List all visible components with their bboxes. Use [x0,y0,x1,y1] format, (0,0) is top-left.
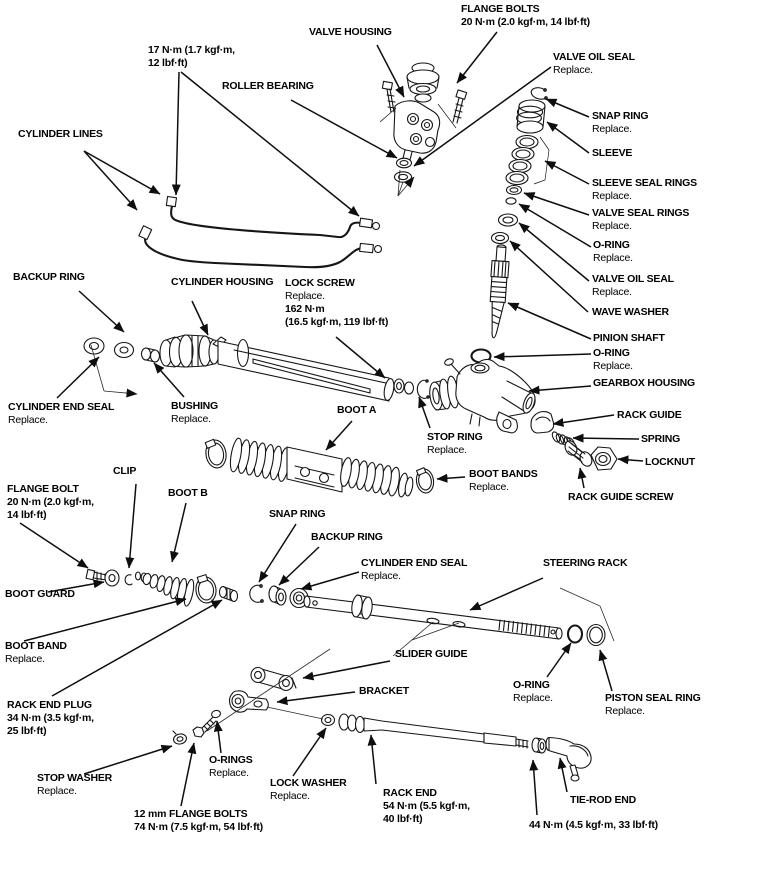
label-line: Replace. [270,790,310,802]
label-line: FLANGE BOLT [7,483,79,495]
label-line: CYLINDER LINES [18,128,103,140]
label-line: 34 N·m (3.5 kgf·m, [7,712,94,724]
cylinder-end-seal-left-drawing [84,338,104,354]
label-line: SNAP RING [269,508,326,520]
label-line: Replace. [361,570,401,582]
lock-screw-drawing [394,379,414,394]
rack-guide-drawing [531,412,554,433]
label-line: Replace. [171,413,211,425]
label-line: PISTON SEAL RING [605,692,701,704]
label-line: Replace. [553,64,593,76]
label-line: CYLINDER END SEAL [8,401,115,413]
label-line: SLEEVE [592,147,633,159]
label-line: ROLLER BEARING [222,80,314,92]
backup-ring-left-drawing [115,343,134,358]
label-line: VALVE OIL SEAL [553,51,635,63]
label-line: 54 N·m (5.5 kgf·m, [383,800,470,812]
boot-a-drawing [228,437,414,497]
tie-rod-end-drawing [546,738,591,782]
boot-guard-drawing [105,570,119,586]
label-line: 162 N·m [285,303,325,315]
label-line: Replace. [8,414,48,426]
label-line: 12 mm FLANGE BOLTS [134,808,248,820]
label-line: BOOT BAND [5,640,67,652]
label-line: PINION SHAFT [593,332,665,344]
label-line: Replace. [5,653,45,665]
label-line: 14 lbf·ft) [7,509,47,521]
label-line: CYLINDER END SEAL [361,557,468,569]
label-line: 20 N·m (2.0 kgf·m, [7,496,94,508]
cylinder-housing-drawing [160,335,395,401]
label-line: CYLINDER HOUSING [171,276,274,288]
label-line: WAVE WASHER [592,306,669,318]
label-line: Replace. [209,767,249,779]
label-line: TIE-ROD END [570,794,637,806]
lock-washer-drawing [322,715,335,726]
o-ring-3-drawing [568,626,582,643]
label-line: LOCKNUT [645,456,695,468]
label-line: STEERING RACK [543,557,628,569]
label-line: BUSHING [171,400,219,412]
label-line: 74 N·m (7.5 kgf·m, 54 lbf·ft) [134,821,263,833]
label-line: SLEEVE SEAL RINGS [592,177,697,189]
bracket-axis-line-2 [267,707,323,719]
gearbox-housing-drawing [428,358,537,433]
label-line: VALVE SEAL RINGS [592,207,690,219]
label-line: BRACKET [359,685,409,697]
label-line: Replace. [593,360,633,372]
roller-bearing-drawing [397,158,412,168]
label-line: 12 lbf·ft) [148,57,188,69]
label-line: SLIDER GUIDE [395,648,468,660]
boot-band-a-right-drawing [415,468,435,494]
label-line: BOOT BANDS [469,468,538,480]
label-line: Replace. [605,705,645,717]
rack-end-plug-drawing [220,587,238,602]
label-line: Replace. [37,785,77,797]
rack-guide-screw-drawing [563,439,594,468]
label-line: RACK GUIDE [617,409,682,421]
clip-drawing [125,575,132,585]
label-line: Replace. [592,286,632,298]
label-line: Replace. [592,123,632,135]
stop-ring-drawing [417,380,429,399]
label-line: RACK GUIDE SCREW [568,491,674,503]
boot-band-a-left-drawing [204,439,228,470]
label-line: RACK END [383,787,437,799]
bracket-axis-line [207,649,330,731]
valve-oil-seal-a-drawing [395,172,412,182]
label-line: 20 N·m (2.0 kgf·m, 14 lbf·ft) [461,16,590,28]
label-line: BOOT GUARD [5,588,75,600]
label-line: GEARBOX HOUSING [593,377,696,389]
locknut-drawing [591,447,617,470]
label-line: O-RINGS [209,754,253,766]
cylinder-lines-drawing [139,196,382,267]
label-line: Replace. [285,290,325,302]
label-line: Replace. [592,220,632,232]
label-line: BACKUP RING [13,271,85,283]
piston-seal-ring-drawing [587,625,605,646]
label-line: Replace. [427,444,467,456]
label-line: RACK END PLUG [7,699,92,711]
label-line: LOCK SCREW [285,277,355,289]
label-line: FLANGE BOLTS [461,3,540,15]
label-line: O-RING [593,239,630,251]
stop-washer-drawing [173,731,188,745]
valve-housing-drawing [380,63,467,160]
label-line: O-RING [513,679,550,691]
label-line: O-RING [593,347,630,359]
label-line: BACKUP RING [311,531,383,543]
snap-ring-2-drawing [250,585,264,603]
backup-ring-2-drawing [269,586,286,605]
label-line: STOP WASHER [37,772,113,784]
label-line: Replace. [593,252,633,264]
pinion-shaft-drawing [487,244,510,338]
flange-bolt-left-drawing [86,569,106,580]
label-line: SNAP RING [592,110,649,122]
boot-band-b-drawing [195,575,218,605]
rack-end-drawing [339,714,528,748]
label-line: 40 lbf·ft) [383,813,423,825]
label-line: CLIP [113,465,137,477]
boot-b-drawing [136,572,196,607]
slider-guide-pointer [393,622,459,656]
label-line: STOP RING [427,431,483,443]
label-line: Replace. [592,190,632,202]
seal-column-drawing [492,88,550,244]
collar-44-drawing [532,738,546,753]
label-line: VALVE HOUSING [309,26,392,38]
label-line: 44 N·m (4.5 kgf·m, 33 lbf·ft) [529,819,658,831]
label-line: 17 N·m (1.7 kgf·m, [148,44,235,56]
label-line: BOOT B [168,487,208,499]
bushing-drawing [142,348,160,362]
label-line: LOCK WASHER [270,777,347,789]
label-line: 25 lbf·ft) [7,725,47,737]
label-line: VALVE OIL SEAL [592,273,674,285]
label-line: Replace. [469,481,509,493]
label-line: (16.5 kgf·m, 119 lbf·ft) [285,316,389,328]
cyl-end-seal-fork-arrow [104,391,137,394]
label-line: BOOT A [337,404,377,416]
label-line: SPRING [641,433,681,445]
label-line: Replace. [513,692,553,704]
